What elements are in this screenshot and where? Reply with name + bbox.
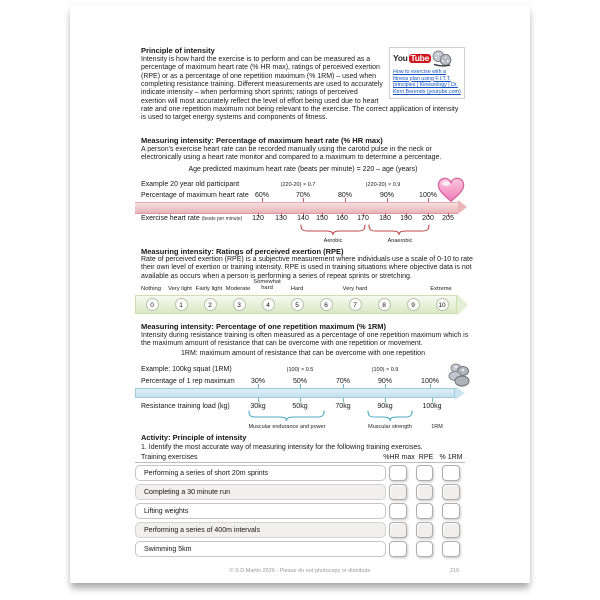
rm-load-value: 90kg (377, 402, 393, 410)
checkbox-rpe[interactable] (416, 541, 434, 558)
hr-rate-value: 150 (316, 215, 328, 222)
hr-pct-label: Percentage of maximum heart rate (141, 191, 249, 199)
anaerobic-brace (368, 224, 430, 237)
hr-calc-09: (220-20) × 0.9 (365, 182, 401, 188)
one-rm-zone-label: 1RM (431, 424, 443, 430)
intro-body-text: Intensity is how hard the exercise is to perform and can be measured as a percentage of maximum heart rate (% HR max), ratings of perceived exertion (RPE) or as a percentage of one repetition maximum (% 1RM) – used when completing resistance training. Different measurements are used to accurately indicate intensity – when performing short sprints; ratings of perceived exertion will most accurately reflect the level of effort being used due to heart rate and one repetition maximum not being relevant to the exercise. The correct application of intensity is used to target energy systems and components of fitness. (141, 56, 459, 122)
exercise-label: Completing a 30 minute run (144, 488, 230, 496)
hr-rate-value: 205 (442, 215, 454, 222)
hr-rate-value: 130 (275, 215, 287, 222)
checkbox-rpe[interactable] (416, 503, 434, 520)
heart-rate-arrow (135, 202, 458, 214)
rpe-scale-point: 10 (436, 298, 449, 311)
hr-rate-value: 170 (357, 215, 369, 222)
rm-calc-09: (100) × 0.9 (371, 367, 399, 373)
table-row (135, 541, 386, 558)
rpe-section-body: Rate of perceived exertion (RPE) is a subjective measurement where individuals use a scale of 0-10 to rate their own level of exertion or training intensity. RPE is used in training situations where objective data is not available as occurs when a person is performing a series of repeat sprints or stretching. (141, 256, 473, 280)
strength-brace (367, 410, 413, 423)
activity-heading: Activity: Principle of intensity (141, 433, 247, 442)
hr-pct-value: 80% (337, 191, 353, 199)
rm-pct-label: Percentage of 1 rep maximum (141, 377, 235, 385)
checkbox-hr-max[interactable] (389, 465, 407, 482)
activity-instruction: 1. Identify the most accurate way of measuring intensity for the following training exercises. (141, 444, 423, 451)
rpe-label: Nothing (141, 286, 161, 292)
checkbox-1rm[interactable] (442, 503, 460, 520)
checkbox-1rm[interactable] (442, 522, 460, 539)
checkbox-1rm[interactable] (442, 541, 460, 558)
rm-section-body: Intensity during resistance training is often measured as a percentage of one repetition maximum which is the maximum amount of resistance that can be overcome with one repetition or movement. (141, 331, 469, 347)
hr-pct-value: 70% (295, 191, 311, 199)
weights-icon (448, 362, 470, 388)
page-number: 216 (450, 568, 460, 574)
hr-formula: Age predicted maximum heart rate (beats per minute) = 220 – age (years) (188, 166, 418, 173)
rm-section-heading: Measuring intensity: Percentage of one repetition maximum (% 1RM) (141, 322, 387, 331)
table-row (135, 465, 386, 482)
hr-rate-value: 190 (400, 215, 412, 222)
checkbox-1rm[interactable] (442, 465, 460, 482)
column-header-rpe: RPE (418, 454, 434, 461)
checkbox-rpe[interactable] (416, 465, 434, 482)
table-row (135, 484, 386, 501)
hr-pct-value: 60% (254, 191, 270, 199)
checkbox-hr-max[interactable] (389, 484, 407, 501)
aerobic-zone-label: Aerobic (323, 238, 343, 244)
rm-load-label: Resistance training load (kg) (141, 402, 230, 410)
endurance-zone-label: Muscular endurance and power (248, 424, 326, 430)
checkbox-1rm[interactable] (442, 484, 460, 501)
rm-load-value: 100kg (422, 402, 442, 410)
rpe-label: Fairly light (195, 286, 223, 292)
column-header-1rm: % 1RM (439, 454, 463, 461)
rpe-label: Somewhat hard (253, 279, 281, 291)
rpe-scale-point: 4 (262, 298, 275, 311)
rpe-scale-point: 9 (407, 298, 420, 311)
rpe-scale-point: 0 (146, 298, 159, 311)
load-arrow (135, 388, 455, 398)
rpe-scale-point: 1 (175, 298, 188, 311)
checkbox-hr-max[interactable] (389, 522, 407, 539)
rm-example-label: Example: 100kg squat (1RM) (141, 366, 232, 373)
exercise-label: Performing a series of 400m intervals (144, 526, 260, 534)
hr-rate-value: 160 (336, 215, 348, 222)
aerobic-brace (300, 224, 366, 237)
rm-pct-value: 90% (377, 377, 393, 385)
rm-pct-value: 50% (292, 377, 308, 385)
rm-pct-value: 70% (335, 377, 351, 385)
exercise-label: Performing a series of short 20m sprints (144, 469, 269, 477)
hr-pct-value: 100% (419, 191, 437, 199)
table-row (135, 503, 386, 520)
rpe-scale-point: 7 (349, 298, 362, 311)
intro-paragraph (141, 52, 465, 123)
rm-load-value: 70kg (335, 402, 351, 410)
rpe-label: Very hard (342, 286, 368, 292)
strength-zone-label: Muscular strength (368, 424, 412, 430)
endurance-brace (248, 410, 325, 423)
hr-section-body: A person's exercise heart rate can be recorded manually using the carotid pulse in the neck or electronically using a heart rate monitor and compared to a maximum to determine a percentage. (141, 146, 442, 162)
hr-rate-value: 120 (252, 215, 264, 222)
hr-rate-value: 140 (297, 215, 309, 222)
checkbox-rpe[interactable] (416, 484, 434, 501)
hr-rate-value: 180 (379, 215, 391, 222)
copyright-notice: © S D Martin 2026 - Please do not photocopy or distribute (229, 568, 371, 574)
table-header-divider (135, 462, 465, 463)
rpe-label: Extreme (430, 286, 452, 292)
youtube-box (389, 47, 465, 99)
rpe-arrow-tip (457, 294, 468, 316)
hr-rate-label-text: Exercise heart rate (141, 215, 200, 222)
checkbox-hr-max[interactable] (389, 541, 407, 558)
heart-icon (436, 177, 466, 204)
rpe-scale-point: 5 (291, 298, 304, 311)
table-row (135, 522, 386, 539)
rpe-label: Very light (168, 286, 192, 292)
rm-load-value: 50kg (292, 402, 308, 410)
hr-rate-value: 200 (422, 215, 434, 222)
exercise-label: Swimming 5km (144, 545, 192, 553)
rm-pct-value: 100% (421, 377, 439, 385)
youtube-logo (393, 50, 462, 67)
rm-definition: 1RM: maximum amount of resistance that can be overcome with one repetition (181, 350, 425, 357)
column-header-exercises: Training exercises (141, 454, 198, 461)
rpe-label: Moderate (225, 286, 251, 292)
anaerobic-zone-label: Anaerobic (387, 238, 413, 244)
checkbox-hr-max[interactable] (389, 503, 407, 520)
checkbox-rpe[interactable] (416, 522, 434, 539)
youtube-logo-you: You (393, 53, 408, 64)
hr-section-heading: Measuring intensity: Percentage of maximum heart rate (% HR max) (141, 136, 383, 145)
load-arrow-tip (455, 386, 465, 400)
rm-pct-value: 30% (250, 377, 266, 385)
column-header-hrmax: %HR max (383, 454, 415, 461)
rpe-section-heading: Measuring intensity: Ratings of perceived exertion (RPE) (141, 246, 344, 256)
rpe-scale-point: 2 (204, 298, 217, 311)
rpe-scale-point: 6 (320, 298, 333, 311)
rpe-scale-point: 3 (233, 298, 246, 311)
hr-pct-value: 90% (379, 191, 395, 199)
rpe-scale-point: 8 (378, 298, 391, 311)
exercise-label: Lifting weights (144, 507, 189, 515)
hr-rate-label-unit: (beats per minute) (201, 216, 243, 222)
hr-rate-label (141, 215, 242, 223)
page-title: Principle of intensity (141, 46, 215, 55)
film-reel-icon (432, 50, 452, 67)
hr-calc-07: (220-20) × 0.7 (280, 182, 316, 188)
youtube-link[interactable]: How to exercise with a fitness plan using F.I.T.T. principles | Kinesiology | Dr. Kerri Berends (youtube.com) (393, 69, 461, 95)
hr-example-label: Example 20 year old participant (141, 181, 240, 188)
rpe-label: Hard (290, 286, 304, 292)
youtube-logo-tube: Tube (410, 52, 430, 63)
rm-load-value: 30kg (250, 402, 266, 410)
rm-calc-05: (100) × 0.5 (286, 367, 314, 373)
